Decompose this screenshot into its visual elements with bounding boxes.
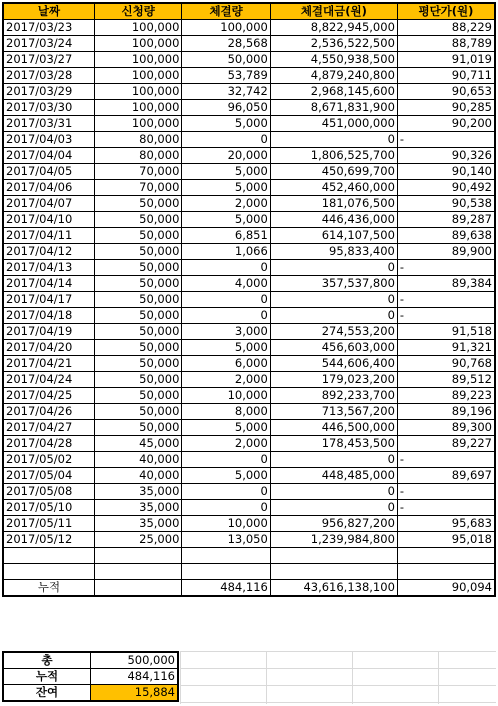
cell[interactable] — [182, 564, 270, 580]
table-row — [3, 36, 495, 52]
amount-cell[interactable]: 0 — [270, 500, 397, 516]
filled-cell[interactable]: 4,000 — [182, 276, 270, 292]
date-cell[interactable]: 2017/04/13 — [3, 260, 94, 276]
amount-cell[interactable]: 446,436,000 — [270, 212, 397, 228]
cell[interactable] — [270, 564, 397, 580]
filled-cell[interactable]: 2,000 — [182, 372, 270, 388]
requested-cell[interactable]: 50,000 — [94, 212, 181, 228]
filled-cell[interactable]: 5,000 — [182, 164, 270, 180]
table-row — [3, 436, 495, 452]
table-row — [3, 340, 495, 356]
blank-row — [3, 548, 495, 564]
date-cell[interactable]: 2017/03/27 — [3, 52, 94, 68]
date-cell[interactable]: 2017/05/02 — [3, 452, 94, 468]
table-row — [3, 388, 495, 404]
amount-cell[interactable]: 713,567,200 — [270, 404, 397, 420]
filled-cell[interactable]: 53,789 — [182, 68, 270, 84]
date-cell[interactable]: 2017/05/04 — [3, 468, 94, 484]
requested-cell[interactable]: 50,000 — [94, 260, 181, 276]
avg-price-cell[interactable]: 91,019 — [397, 52, 495, 68]
summary-table — [2, 651, 179, 702]
table-row — [3, 532, 495, 548]
amount-cell[interactable]: 0 — [270, 260, 397, 276]
requested-cell[interactable]: 50,000 — [94, 356, 181, 372]
date-cell[interactable]: 2017/04/11 — [3, 228, 94, 244]
filled-cell[interactable]: 2,000 — [182, 436, 270, 452]
filled-cell[interactable]: 0 — [182, 308, 270, 324]
avg-price-cell[interactable]: 90,200 — [397, 116, 495, 132]
amount-cell[interactable]: 2,968,145,600 — [270, 84, 397, 100]
filled-cell[interactable]: 20,000 — [182, 148, 270, 164]
date-cell[interactable]: 2017/04/19 — [3, 324, 94, 340]
cell[interactable] — [3, 548, 94, 564]
avg-price-cell[interactable]: 91,321 — [397, 340, 495, 356]
requested-cell[interactable]: 50,000 — [94, 324, 181, 340]
summary-row — [3, 685, 178, 702]
filled-cell[interactable]: 5,000 — [182, 212, 270, 228]
filled-cell[interactable]: 5,000 — [182, 420, 270, 436]
date-cell[interactable]: 2017/03/23 — [3, 20, 94, 36]
total-amount[interactable]: 43,616,138,100 — [270, 580, 397, 597]
table-row — [3, 20, 495, 36]
filled-cell[interactable]: 2,000 — [182, 196, 270, 212]
table-row — [3, 52, 495, 68]
amount-cell[interactable]: 95,833,400 — [270, 244, 397, 260]
date-cell[interactable]: 2017/03/28 — [3, 68, 94, 84]
amount-cell[interactable]: 956,827,200 — [270, 516, 397, 532]
requested-cell[interactable]: 50,000 — [94, 404, 181, 420]
total-filled[interactable]: 484,116 — [182, 580, 270, 597]
filled-cell[interactable]: 5,000 — [182, 180, 270, 196]
amount-cell[interactable]: 456,603,000 — [270, 340, 397, 356]
date-cell[interactable]: 2017/05/10 — [3, 500, 94, 516]
filled-cell[interactable]: 0 — [182, 292, 270, 308]
requested-cell[interactable]: 50,000 — [94, 228, 181, 244]
avg-price-cell[interactable]: 89,384 — [397, 276, 495, 292]
filled-cell[interactable]: 10,000 — [182, 516, 270, 532]
avg-price-cell[interactable]: 89,300 — [397, 420, 495, 436]
requested-cell[interactable]: 70,000 — [94, 180, 181, 196]
avg-price-cell[interactable]: 89,638 — [397, 228, 495, 244]
amount-cell[interactable]: 274,553,200 — [270, 324, 397, 340]
avg-price-cell[interactable]: 90,768 — [397, 356, 495, 372]
date-cell[interactable]: 2017/03/31 — [3, 116, 94, 132]
amount-cell[interactable]: 0 — [270, 308, 397, 324]
table-row — [3, 228, 495, 244]
avg-price-cell[interactable]: - — [397, 260, 495, 276]
table-row — [3, 164, 495, 180]
avg-price-cell[interactable]: 89,512 — [397, 372, 495, 388]
requested-cell[interactable]: 50,000 — [94, 276, 181, 292]
requested-cell[interactable]: 50,000 — [94, 244, 181, 260]
amount-cell[interactable]: 614,107,500 — [270, 228, 397, 244]
date-cell[interactable]: 2017/04/03 — [3, 132, 94, 148]
filled-cell[interactable]: 96,050 — [182, 100, 270, 116]
filled-cell[interactable]: 8,000 — [182, 404, 270, 420]
avg-price-cell[interactable]: 90,492 — [397, 180, 495, 196]
avg-price-cell[interactable]: 89,223 — [397, 388, 495, 404]
table-row — [3, 500, 495, 516]
table-row — [3, 484, 495, 500]
header-filled[interactable]: 체결량 — [182, 3, 270, 20]
requested-cell[interactable]: 100,000 — [94, 84, 181, 100]
table-row — [3, 132, 495, 148]
table-row — [3, 276, 495, 292]
amount-cell[interactable]: 0 — [270, 132, 397, 148]
filled-cell[interactable]: 32,742 — [182, 84, 270, 100]
cell[interactable] — [397, 548, 495, 564]
table-row — [3, 468, 495, 484]
requested-cell[interactable]: 35,000 — [94, 484, 181, 500]
amount-cell[interactable]: 4,879,240,800 — [270, 68, 397, 84]
header-avg-price[interactable]: 평단가(원) — [397, 3, 495, 20]
filled-cell[interactable]: 5,000 — [182, 340, 270, 356]
filled-cell[interactable]: 50,000 — [182, 52, 270, 68]
table-row — [3, 356, 495, 372]
cell[interactable] — [182, 548, 270, 564]
filled-cell[interactable]: 10,000 — [182, 388, 270, 404]
blank-row — [3, 564, 495, 580]
amount-cell[interactable]: 179,023,200 — [270, 372, 397, 388]
requested-cell[interactable]: 100,000 — [94, 100, 181, 116]
requested-cell[interactable]: 50,000 — [94, 196, 181, 212]
avg-price-cell[interactable]: - — [397, 132, 495, 148]
requested-cell[interactable]: 80,000 — [94, 132, 181, 148]
filled-cell[interactable]: 0 — [182, 260, 270, 276]
amount-cell[interactable]: 8,671,831,900 — [270, 100, 397, 116]
filled-cell[interactable]: 0 — [182, 452, 270, 468]
date-cell[interactable]: 2017/04/12 — [3, 244, 94, 260]
date-cell[interactable]: 2017/04/05 — [3, 164, 94, 180]
requested-cell[interactable]: 80,000 — [94, 148, 181, 164]
filled-cell[interactable]: 100,000 — [182, 20, 270, 36]
date-cell[interactable]: 2017/04/20 — [3, 340, 94, 356]
cell[interactable] — [94, 580, 181, 597]
date-cell[interactable]: 2017/03/29 — [3, 84, 94, 100]
empty-cells-grid — [180, 651, 496, 704]
cell[interactable] — [94, 548, 181, 564]
table-row — [3, 100, 495, 116]
date-cell[interactable]: 2017/04/24 — [3, 372, 94, 388]
filled-cell[interactable]: 0 — [182, 484, 270, 500]
table-row — [3, 308, 495, 324]
avg-price-cell[interactable]: - — [397, 500, 495, 516]
requested-cell[interactable]: 100,000 — [94, 116, 181, 132]
table-row — [3, 420, 495, 436]
date-cell[interactable]: 2017/04/18 — [3, 308, 94, 324]
filled-cell[interactable]: 0 — [182, 132, 270, 148]
table-row — [3, 452, 495, 468]
requested-cell[interactable]: 100,000 — [94, 36, 181, 52]
amount-cell[interactable]: 452,460,000 — [270, 180, 397, 196]
requested-cell[interactable]: 50,000 — [94, 420, 181, 436]
avg-price-cell[interactable]: 91,518 — [397, 324, 495, 340]
amount-cell[interactable]: 0 — [270, 484, 397, 500]
avg-price-cell[interactable]: 89,196 — [397, 404, 495, 420]
table-row — [3, 148, 495, 164]
total-avg-price[interactable]: 90,094 — [397, 580, 495, 597]
header-requested[interactable]: 신청량 — [94, 3, 181, 20]
table-row — [3, 180, 495, 196]
date-cell[interactable]: 2017/04/10 — [3, 212, 94, 228]
amount-cell[interactable]: 892,233,700 — [270, 388, 397, 404]
filled-cell[interactable]: 28,568 — [182, 36, 270, 52]
avg-price-cell[interactable]: 95,683 — [397, 516, 495, 532]
avg-price-cell[interactable]: 90,140 — [397, 164, 495, 180]
requested-cell[interactable]: 100,000 — [94, 20, 181, 36]
filled-cell[interactable]: 1,066 — [182, 244, 270, 260]
date-cell[interactable]: 2017/04/04 — [3, 148, 94, 164]
table-row — [3, 292, 495, 308]
avg-price-cell[interactable]: - — [397, 452, 495, 468]
table-row — [3, 324, 495, 340]
summary-total-value[interactable]: 500,000 — [91, 652, 179, 669]
date-cell[interactable]: 2017/05/08 — [3, 484, 94, 500]
avg-price-cell[interactable]: 95,018 — [397, 532, 495, 548]
date-cell[interactable]: 2017/04/07 — [3, 196, 94, 212]
header-date[interactable]: 날짜 — [3, 3, 94, 20]
amount-cell[interactable]: 181,076,500 — [270, 196, 397, 212]
table-row — [3, 372, 495, 388]
amount-cell[interactable]: 1,806,525,700 — [270, 148, 397, 164]
header-row — [3, 3, 495, 20]
table-row — [3, 244, 495, 260]
avg-price-cell[interactable]: - — [397, 292, 495, 308]
summary-row — [3, 652, 178, 669]
table-row — [3, 68, 495, 84]
cell[interactable] — [3, 564, 94, 580]
amount-cell[interactable]: 4,550,938,500 — [270, 52, 397, 68]
avg-price-cell[interactable]: 90,711 — [397, 68, 495, 84]
avg-price-cell[interactable]: 88,789 — [397, 36, 495, 52]
date-cell[interactable]: 2017/04/26 — [3, 404, 94, 420]
summary-total-label[interactable]: 총 — [3, 652, 91, 669]
cell[interactable] — [397, 564, 495, 580]
amount-cell[interactable]: 0 — [270, 292, 397, 308]
filled-cell[interactable]: 13,050 — [182, 532, 270, 548]
avg-price-cell[interactable]: 90,285 — [397, 100, 495, 116]
avg-price-cell[interactable]: 89,287 — [397, 212, 495, 228]
avg-price-cell[interactable]: - — [397, 308, 495, 324]
amount-cell[interactable]: 2,536,522,500 — [270, 36, 397, 52]
filled-cell[interactable]: 5,000 — [182, 116, 270, 132]
filled-cell[interactable]: 3,000 — [182, 324, 270, 340]
date-cell[interactable]: 2017/04/17 — [3, 292, 94, 308]
summary-cumulative-value[interactable]: 484,116 — [91, 669, 179, 685]
summary-remaining-label[interactable]: 잔여 — [3, 685, 91, 702]
cell[interactable] — [94, 564, 181, 580]
filled-cell[interactable]: 6,851 — [182, 228, 270, 244]
summary-cumulative-label[interactable]: 누적 — [3, 669, 91, 685]
avg-price-cell[interactable]: 90,326 — [397, 148, 495, 164]
summary-row — [3, 669, 178, 685]
filled-cell[interactable]: 6,000 — [182, 356, 270, 372]
filled-cell[interactable]: 0 — [182, 500, 270, 516]
requested-cell[interactable]: 50,000 — [94, 292, 181, 308]
avg-price-cell[interactable]: 89,697 — [397, 468, 495, 484]
requested-cell[interactable]: 100,000 — [94, 68, 181, 84]
date-cell[interactable]: 2017/05/12 — [3, 532, 94, 548]
amount-cell[interactable]: 544,606,400 — [270, 356, 397, 372]
amount-cell[interactable]: 448,485,000 — [270, 468, 397, 484]
table-row — [3, 116, 495, 132]
requested-cell[interactable]: 25,000 — [94, 532, 181, 548]
total-label[interactable]: 누적 — [3, 580, 94, 597]
amount-cell[interactable]: 451,000,000 — [270, 116, 397, 132]
requested-cell[interactable]: 35,000 — [94, 500, 181, 516]
summary-remaining-value[interactable]: 15,884 — [91, 685, 179, 702]
filled-cell[interactable]: 5,000 — [182, 468, 270, 484]
amount-cell[interactable]: 8,822,945,000 — [270, 20, 397, 36]
date-cell[interactable]: 2017/03/30 — [3, 100, 94, 116]
requested-cell[interactable]: 50,000 — [94, 340, 181, 356]
date-cell[interactable]: 2017/05/11 — [3, 516, 94, 532]
requested-cell[interactable]: 35,000 — [94, 516, 181, 532]
requested-cell[interactable]: 50,000 — [94, 388, 181, 404]
date-cell[interactable]: 2017/03/24 — [3, 36, 94, 52]
date-cell[interactable]: 2017/04/14 — [3, 276, 94, 292]
date-cell[interactable]: 2017/04/27 — [3, 420, 94, 436]
amount-cell[interactable]: 0 — [270, 452, 397, 468]
table-row — [3, 196, 495, 212]
date-cell[interactable]: 2017/04/21 — [3, 356, 94, 372]
cell[interactable] — [270, 548, 397, 564]
requested-cell[interactable]: 45,000 — [94, 436, 181, 452]
requested-cell[interactable]: 40,000 — [94, 468, 181, 484]
table-row — [3, 260, 495, 276]
avg-price-cell[interactable]: 89,900 — [397, 244, 495, 260]
table-row — [3, 84, 495, 100]
amount-cell[interactable]: 357,537,800 — [270, 276, 397, 292]
requested-cell[interactable]: 40,000 — [94, 452, 181, 468]
table-row — [3, 212, 495, 228]
date-cell[interactable]: 2017/04/28 — [3, 436, 94, 452]
avg-price-cell[interactable]: 89,227 — [397, 436, 495, 452]
header-amount[interactable]: 체결대금(원) — [270, 3, 397, 20]
amount-cell[interactable]: 446,500,000 — [270, 420, 397, 436]
amount-cell[interactable]: 1,239,984,800 — [270, 532, 397, 548]
table-row — [3, 516, 495, 532]
avg-price-cell[interactable]: 90,538 — [397, 196, 495, 212]
total-row — [3, 580, 495, 597]
avg-price-cell[interactable]: - — [397, 484, 495, 500]
requested-cell[interactable]: 70,000 — [94, 164, 181, 180]
amount-cell[interactable]: 450,699,700 — [270, 164, 397, 180]
date-cell[interactable]: 2017/04/06 — [3, 180, 94, 196]
amount-cell[interactable]: 178,453,500 — [270, 436, 397, 452]
avg-price-cell[interactable]: 88,229 — [397, 20, 495, 36]
trade-table — [2, 2, 496, 597]
table-row — [3, 404, 495, 420]
date-cell[interactable]: 2017/04/25 — [3, 388, 94, 404]
requested-cell[interactable]: 50,000 — [94, 372, 181, 388]
requested-cell[interactable]: 100,000 — [94, 52, 181, 68]
requested-cell[interactable]: 50,000 — [94, 308, 181, 324]
avg-price-cell[interactable]: 90,653 — [397, 84, 495, 100]
